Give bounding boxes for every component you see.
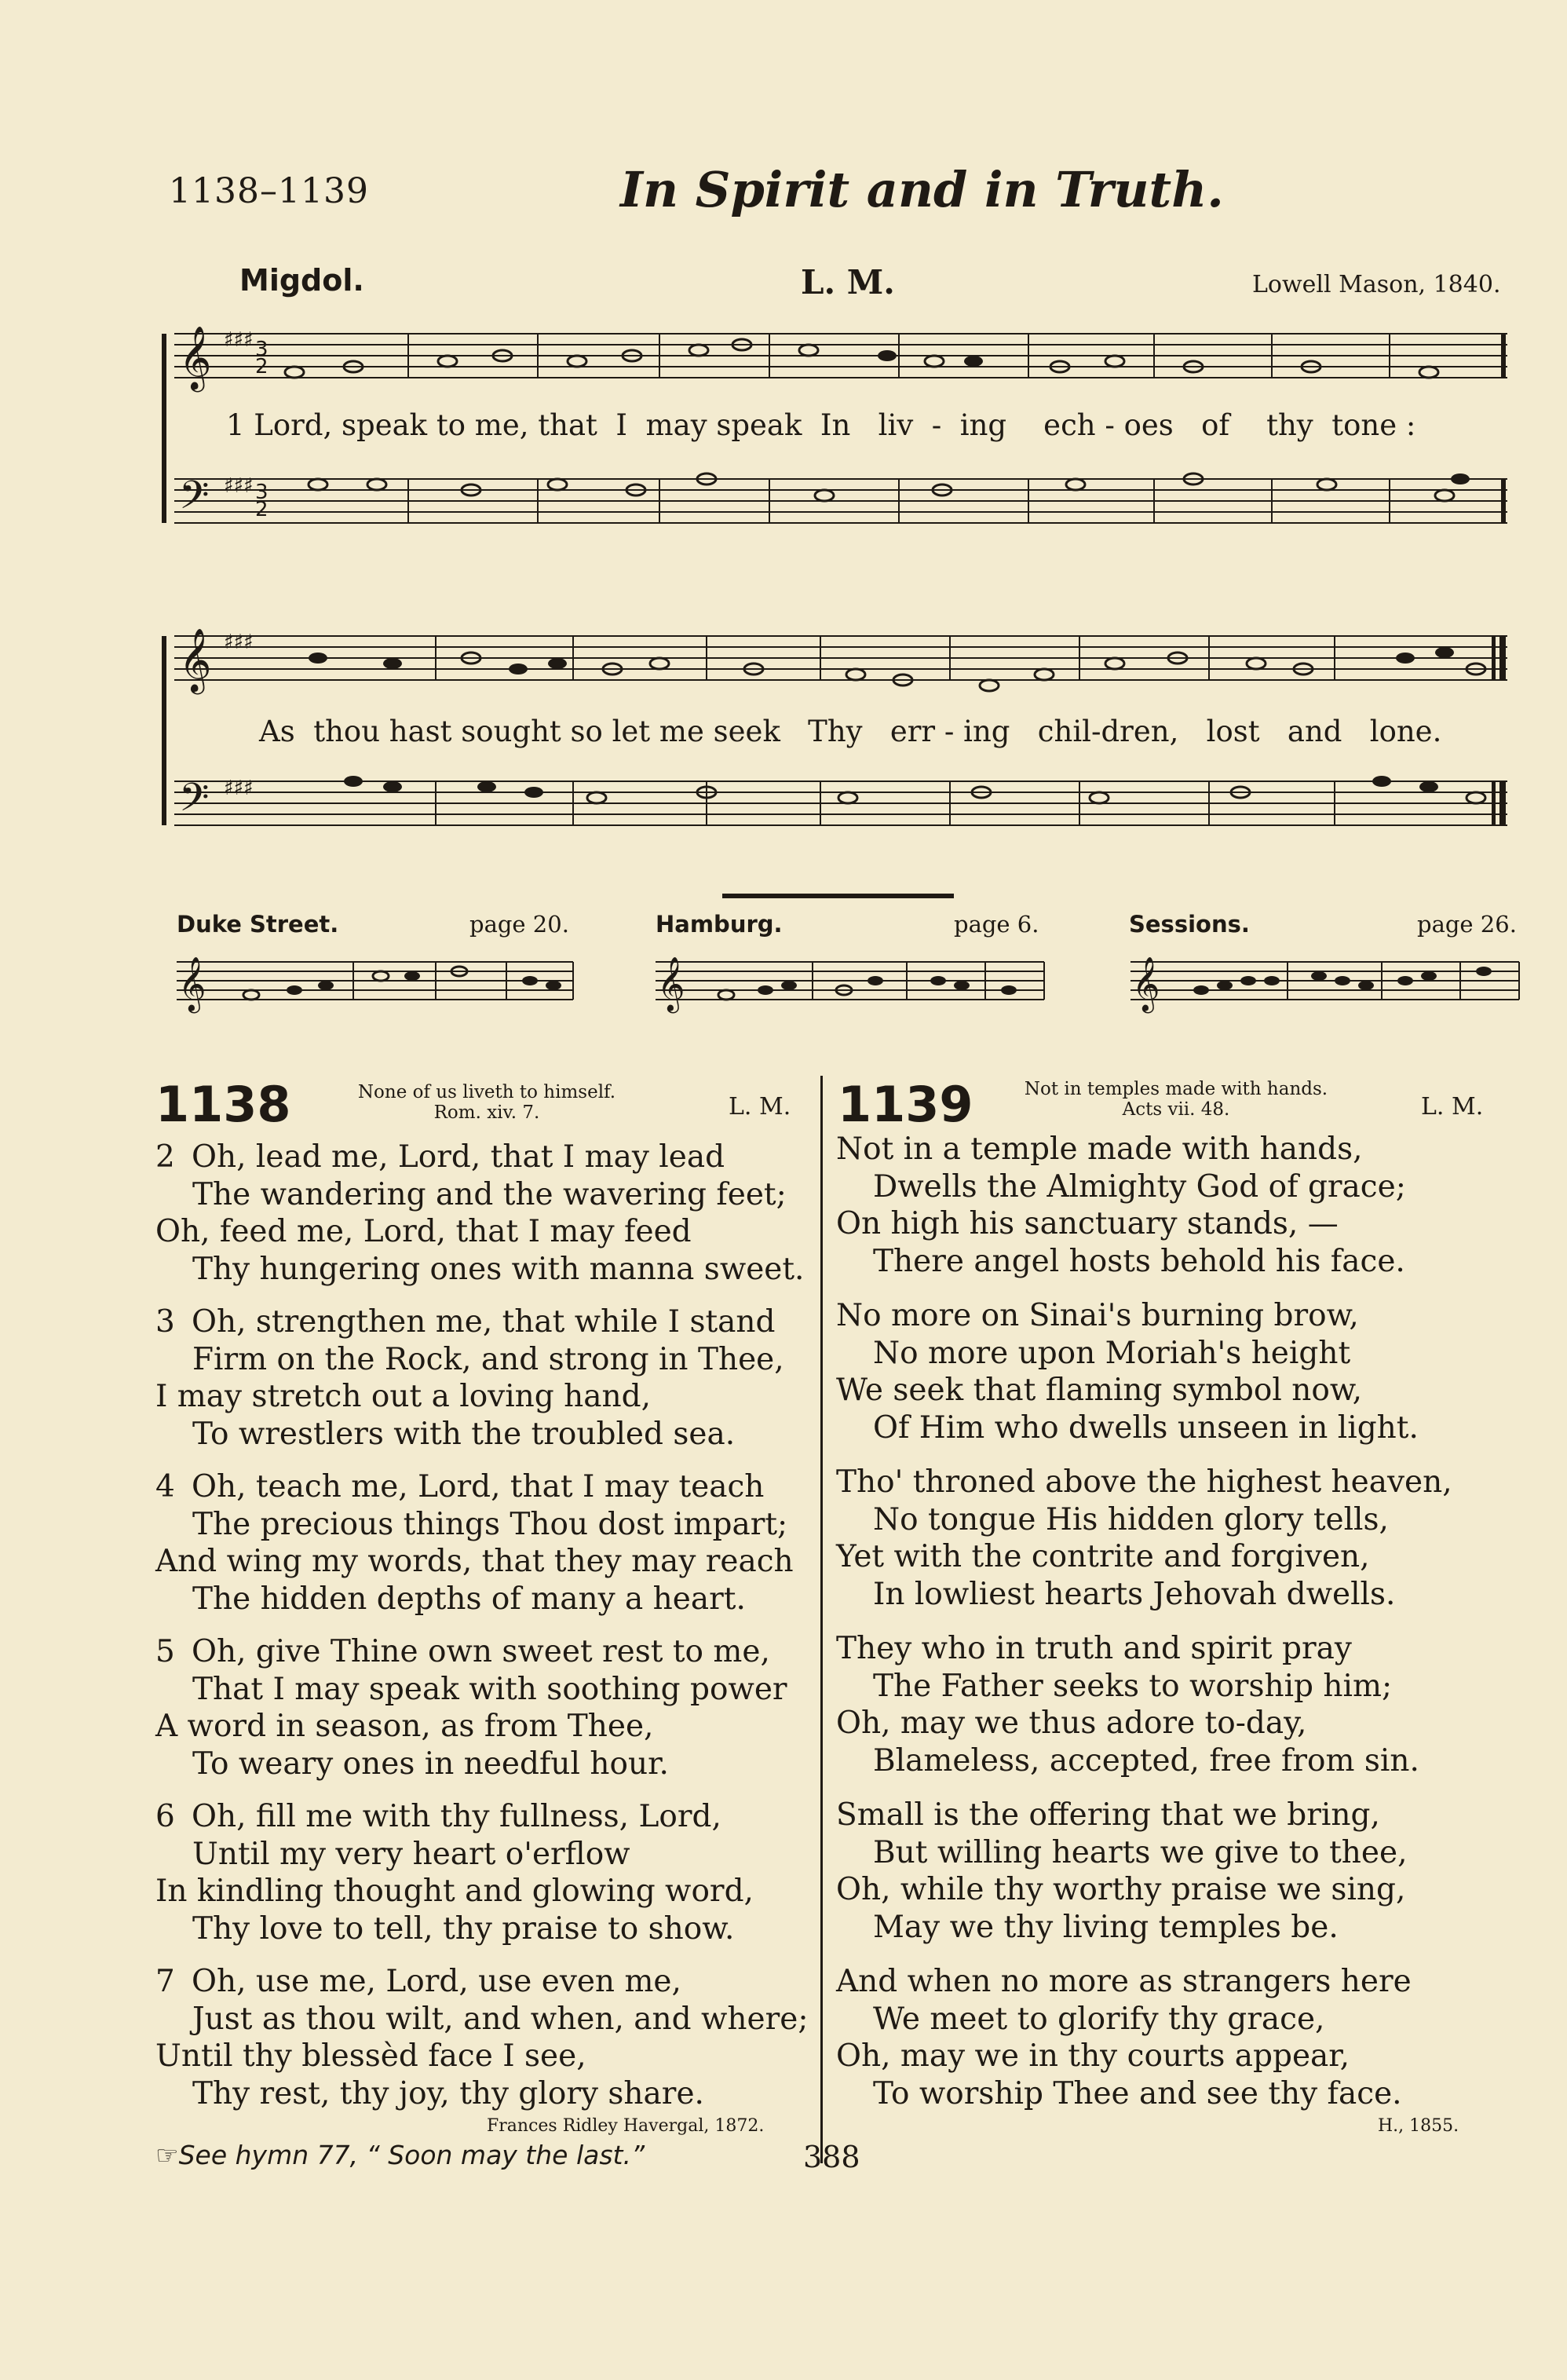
page-title: In Spirit and in Truth.: [620, 161, 1224, 218]
stanza-number: 6: [155, 1799, 175, 1834]
verse-line: To wrestlers with the troubled sea.: [192, 1416, 736, 1452]
stanza: [155, 1963, 808, 2112]
hymn-meter: L. M.: [1421, 1093, 1484, 1121]
svg-text:♯♯♯: ♯♯♯: [224, 777, 254, 800]
verse-line: The hidden depths of many a heart.: [192, 1581, 746, 1617]
verse-line: Until thy blessèd face I see,: [155, 2038, 586, 2074]
verse-line: Oh, may we in thy courts appear,: [836, 2038, 1350, 2074]
verse-line: Oh, while thy worthy praise we sing,: [836, 1872, 1406, 1907]
verse-line: I may stretch out a loving hand,: [155, 1379, 652, 1414]
pointing-hand-icon: ☞: [155, 2140, 179, 2170]
verse-line: Yet with the contrite and forgiven,: [836, 1539, 1370, 1574]
verse-line: Oh, strengthen me, that while I stand: [192, 1304, 776, 1340]
verse-line: That I may speak with soothing power: [192, 1671, 787, 1707]
svg-text:3: 3: [255, 481, 268, 504]
stanza: [836, 1797, 1407, 1946]
hymn-meter: L. M.: [729, 1093, 791, 1121]
author-credit: Frances Ridley Havergal, 1872.: [487, 2116, 765, 2136]
stanza-number: 4: [155, 1469, 175, 1504]
stanza: [155, 1139, 804, 1288]
verse-line: And wing my words, that they may reach: [155, 1544, 794, 1579]
incipit-staff-duke-street: [177, 946, 577, 1017]
lyric-line-2: As thou hast sought so let me seek Thy err - ing chil-dren, lost and lone.: [259, 715, 1442, 748]
verse-line: Thy hungering ones with manna sweet.: [192, 1251, 805, 1287]
other-tune-page: page 20.: [469, 911, 569, 938]
verse-line: To weary ones in needful hour.: [192, 1746, 669, 1782]
verse-line: No more on Sinai's burning brow,: [836, 1298, 1359, 1333]
verse-line: We meet to glorify thy grace,: [873, 2001, 1325, 2037]
hymn-reference: Rom. xiv. 7.: [433, 1102, 540, 1123]
hymn-subtitle-text: None of us liveth to himself.: [357, 1082, 616, 1102]
svg-text:𝄞: 𝄞: [1132, 956, 1160, 1011]
column-divider: [820, 1076, 823, 2163]
stanza-number: 3: [155, 1304, 175, 1340]
svg-text:𝄢: 𝄢: [179, 775, 210, 830]
stanza: [155, 1303, 784, 1453]
see-also-reference: [155, 2140, 645, 2170]
verse-line: Oh, use me, Lord, use even me,: [192, 1964, 681, 1999]
verse-line: May we thy living temples be.: [873, 1909, 1339, 1945]
hymn-reference: Acts vii. 48.: [1122, 1099, 1230, 1120]
verse-line: Oh, feed me, Lord, that I may feed: [155, 1214, 692, 1249]
svg-text:𝄢: 𝄢: [179, 473, 210, 528]
svg-text:3: 3: [255, 338, 268, 361]
svg-text:2: 2: [255, 498, 268, 521]
svg-text:𝄞: 𝄞: [179, 627, 212, 692]
verse-line: Thy love to tell, thy praise to show.: [192, 1910, 735, 1947]
other-tune-name: Hamburg.: [656, 911, 783, 938]
verse-line: In kindling thought and glowing word,: [155, 1874, 754, 1909]
stanza: [836, 1131, 1406, 1280]
verse-line: Small is the offering that we bring,: [836, 1797, 1380, 1833]
verse-line: Oh, fill me with thy fullness, Lord,: [192, 1799, 721, 1834]
hymn-subtitle: [322, 1082, 652, 1123]
verse-line: The precious things Thou dost impart;: [192, 1506, 788, 1542]
stanza: [836, 1630, 1419, 1779]
verse-line: Blameless, accepted, free from sin.: [873, 1742, 1419, 1779]
other-tune-name: Sessions.: [1129, 911, 1250, 938]
verse-line: No tongue His hidden glory tells,: [873, 1501, 1389, 1537]
stanza: [155, 1798, 754, 1947]
verse-line: There angel hosts behold his face.: [873, 1243, 1405, 1279]
verse-line: Firm on the Rock, and strong in Thee,: [192, 1341, 784, 1377]
svg-text:♯♯♯: ♯♯♯: [224, 328, 254, 352]
incipit-staff-hamburg: [656, 946, 1048, 1017]
verse-line: But willing hearts we give to thee,: [873, 1834, 1408, 1870]
separator-rule: [722, 894, 954, 898]
stanza: [155, 1468, 794, 1618]
verse-line: On high his sanctuary stands, —: [836, 1206, 1339, 1241]
verse-line: To worship Thee and see thy face.: [873, 2075, 1402, 2111]
svg-text:♯♯♯: ♯♯♯: [224, 631, 254, 654]
see-also-text: See hymn 77, “ Soon may the last.”: [178, 2140, 645, 2170]
lyric-line-1: 1 Lord, speak to me, that I may speak In liv - ing ech - oes of thy tone :: [226, 408, 1416, 442]
author-credit: H., 1855.: [1378, 2116, 1459, 2136]
verse-line: Thy rest, thy joy, thy glory share.: [192, 2075, 704, 2111]
stanza-number: 2: [155, 1139, 175, 1175]
svg-text:♯♯♯: ♯♯♯: [224, 474, 254, 498]
other-tune-name: Duke Street.: [177, 911, 339, 938]
verse-line: We seek that flaming symbol now,: [836, 1373, 1362, 1408]
verse-line: Not in a temple made with hands,: [836, 1132, 1363, 1167]
verse-line: They who in truth and spirit pray: [836, 1631, 1352, 1666]
svg-text:𝄞: 𝄞: [178, 956, 206, 1011]
tune-meter: L. M.: [801, 263, 895, 302]
hymn-range: 1138–1139: [169, 171, 369, 211]
verse-line: The Father seeks to worship him;: [873, 1668, 1393, 1704]
verse-line: And when no more as strangers here: [836, 1964, 1412, 1999]
page-number: 388: [803, 2140, 860, 2174]
verse-line: The wandering and the wavering feet;: [192, 1176, 787, 1212]
svg-text:2: 2: [255, 355, 268, 378]
stanza: [836, 1464, 1452, 1613]
stanza: [155, 1633, 787, 1782]
stanza-number: 7: [155, 1964, 175, 1999]
verse-line: Just as thou wilt, and when, and where;: [192, 2001, 809, 2037]
verse-line: In lowliest hearts Jehovah dwells.: [873, 1576, 1396, 1612]
hymn-subtitle: [980, 1079, 1372, 1120]
verse-line: Oh, give Thine own sweet rest to me,: [192, 1634, 770, 1669]
verse-line: No more upon Moriah's height: [873, 1335, 1351, 1371]
svg-text:𝄞: 𝄞: [657, 956, 685, 1011]
tune-name: Migdol.: [239, 263, 364, 298]
other-tune-page: page 6.: [954, 911, 1039, 938]
verse-line: Until my very heart o'erflow: [192, 1836, 630, 1872]
verse-line: Tho' throned above the highest heaven,: [836, 1464, 1452, 1500]
verse-line: Of Him who dwells unseen in light.: [873, 1409, 1419, 1446]
hymn-number: 1138: [155, 1076, 291, 1133]
verse-line: Oh, may we thus adore to-day,: [836, 1705, 1307, 1741]
verse-line: Oh, teach me, Lord, that I may teach: [192, 1469, 765, 1504]
hymn-number: 1139: [838, 1076, 973, 1133]
hymn-subtitle-text: Not in temples made with hands.: [1024, 1079, 1328, 1099]
stanza-number: 5: [155, 1634, 175, 1669]
svg-text:𝄞: 𝄞: [179, 325, 212, 389]
verse-line: Oh, lead me, Lord, that I may lead: [192, 1139, 725, 1175]
other-tune-page: page 26.: [1417, 911, 1517, 938]
incipit-staff-sessions: [1131, 946, 1523, 1017]
stanza: [836, 1963, 1412, 2112]
stanza: [836, 1297, 1419, 1446]
verse-line: A word in season, as from Thee,: [155, 1709, 654, 1744]
tune-composer: Lowell Mason, 1840.: [1252, 271, 1501, 298]
verse-line: Dwells the Almighty God of grace;: [873, 1168, 1406, 1205]
